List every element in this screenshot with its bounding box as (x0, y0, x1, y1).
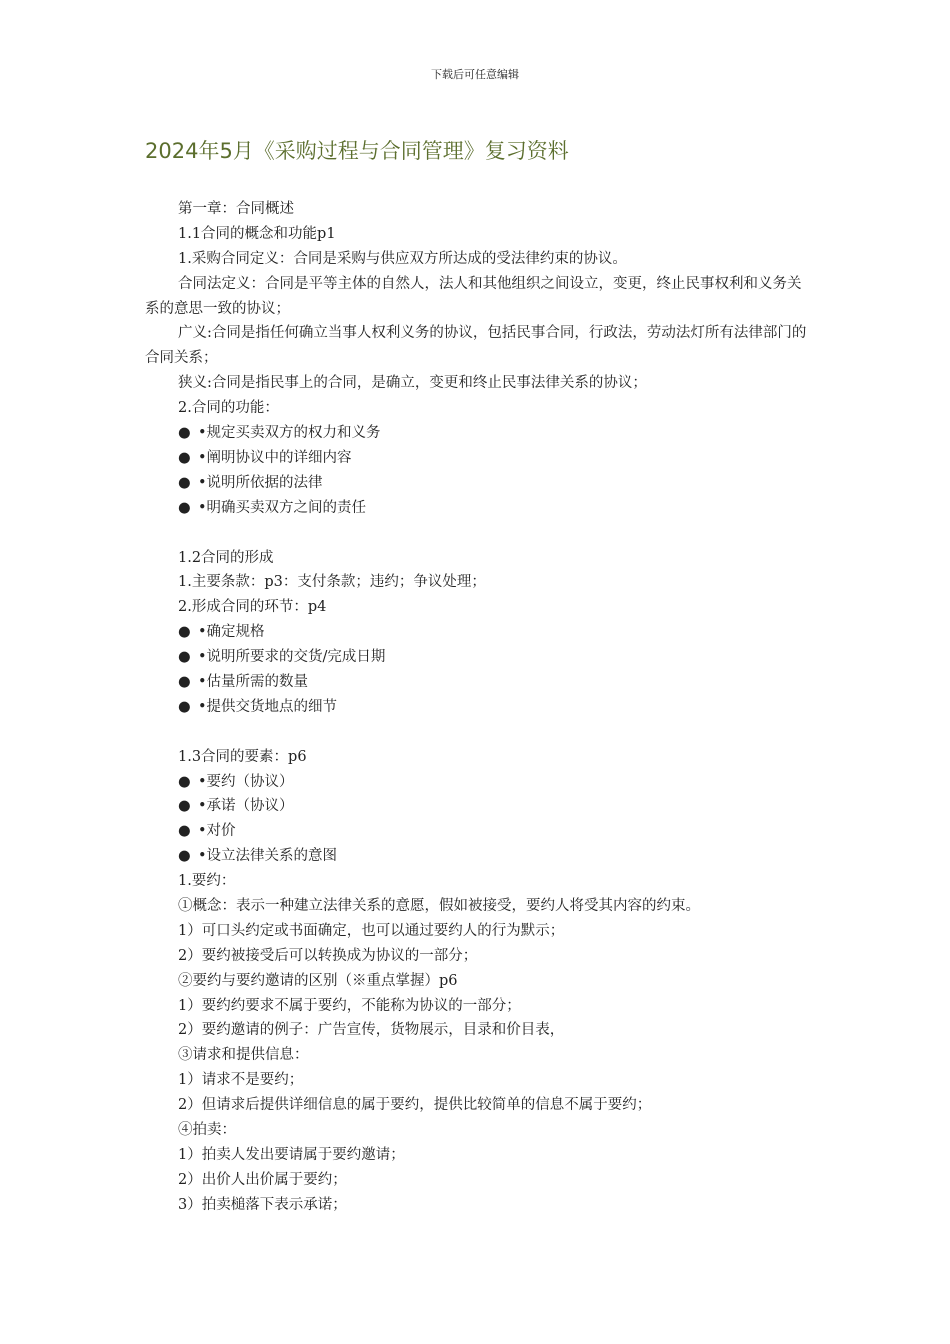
bullet-icon: ● (178, 624, 191, 641)
paragraph-line: 广义:合同是指任何确立当事人权利义务的协议，包括民事合同，行政法，劳动法灯所有法律部门的合同关系； (145, 325, 807, 367)
paragraph-line: 狭义:合同是指民事上的合同，是确立，变更和终止民事法律关系的协议； (178, 375, 647, 392)
list-item: ● •提供交货地点的细节 (145, 695, 810, 720)
paragraph-line: 2.形成合同的环节：p4 (178, 599, 327, 616)
list-item: ● •承诺（协议） (145, 794, 810, 819)
paragraph-line: 1.采购合同定义：合同是采购与供应双方所达成的受法律约束的协议。 (178, 250, 627, 267)
list-item: ● •明确买卖双方之间的责任 (145, 496, 810, 521)
list-item: ● •估量所需的数量 (145, 670, 810, 695)
paragraph-line: 1）拍卖人发出要请属于要约邀请； (178, 1146, 405, 1163)
list-item: ● •设立法律关系的意图 (145, 844, 810, 869)
blank-line (145, 720, 810, 745)
paragraph-line: 1）请求不是要约； (178, 1072, 304, 1089)
paragraph-line: 2）要约被接受后可以转换成为协议的一部分； (178, 947, 478, 964)
bullet-icon: ● (178, 773, 191, 790)
chapter-heading: 第一章：合同概述 (178, 201, 294, 217)
bullet-icon: ● (178, 848, 191, 865)
list-item: ● •对价 (145, 819, 810, 844)
document-title: 2024年5月《采购过程与合同管理》复习资料 (145, 139, 569, 163)
section-heading: 1.2合同的形成 (178, 549, 274, 566)
section-heading: 1.1合同的概念和功能p1 (178, 225, 336, 242)
paragraph-line: 合同法定义：合同是平等主体的自然人，法人和其他组织之间设立，变更，终止民事权利和义务关系的意思一致的协议； (145, 275, 802, 317)
bullet-icon: ● (178, 798, 191, 815)
list-item: ● •确定规格 (145, 620, 810, 645)
paragraph-line: 1）要约约要求不属于要约，不能称为协议的一部分； (178, 997, 521, 1014)
paragraph-line: 1.要约： (178, 873, 236, 890)
list-item: ● •要约（协议） (145, 770, 810, 795)
bullet-icon: ● (178, 449, 191, 466)
paragraph-line: ②要约与要约邀请的区别（※重点掌握）p6 (178, 972, 458, 989)
list-item: ● •阐明协议中的详细内容 (145, 446, 810, 471)
blank-line (145, 521, 810, 546)
list-item: ● •规定买卖双方的权力和义务 (145, 421, 810, 446)
bullet-icon: ● (178, 474, 191, 491)
document-body (145, 197, 810, 1218)
bullet-icon: ● (178, 499, 191, 516)
bullet-icon: ● (178, 698, 191, 715)
paragraph-line: 2）但请求后提供详细信息的属于要约，提供比较简单的信息不属于要约； (178, 1097, 652, 1114)
list-item: ● •说明所要求的交货/完成日期 (145, 645, 810, 670)
bullet-icon: ● (178, 425, 191, 442)
bullet-icon: ● (178, 673, 191, 690)
paragraph-line: ④拍卖： (178, 1122, 236, 1139)
bullet-icon: ● (178, 649, 191, 666)
paragraph-line: 1.主要条款：p3：支付条款；违约；争议处理； (178, 574, 486, 591)
paragraph-line: ①概念：表示一种建立法律关系的意愿，假如被接受，要约人将受其内容的约束。 (178, 898, 700, 914)
section-heading: 1.3合同的要素：p6 (178, 748, 307, 765)
paragraph-line: 2）要约邀请的例子：广告宣传，货物展示，目录和价目表， (178, 1022, 565, 1039)
paragraph-line: ③请求和提供信息： (178, 1047, 309, 1064)
paragraph-line: 2.合同的功能： (178, 400, 279, 417)
page-header: 下载后可任意编辑 (431, 68, 519, 81)
paragraph-line: 2）出价人出价属于要约； (178, 1171, 347, 1188)
paragraph-line: 3）拍卖槌落下表示承诺； (178, 1196, 347, 1213)
paragraph-line: 1）可口头约定或书面确定，也可以通过要约人的行为默示； (178, 922, 565, 939)
list-item: ● •说明所依据的法律 (145, 471, 810, 496)
bullet-icon: ● (178, 823, 191, 840)
